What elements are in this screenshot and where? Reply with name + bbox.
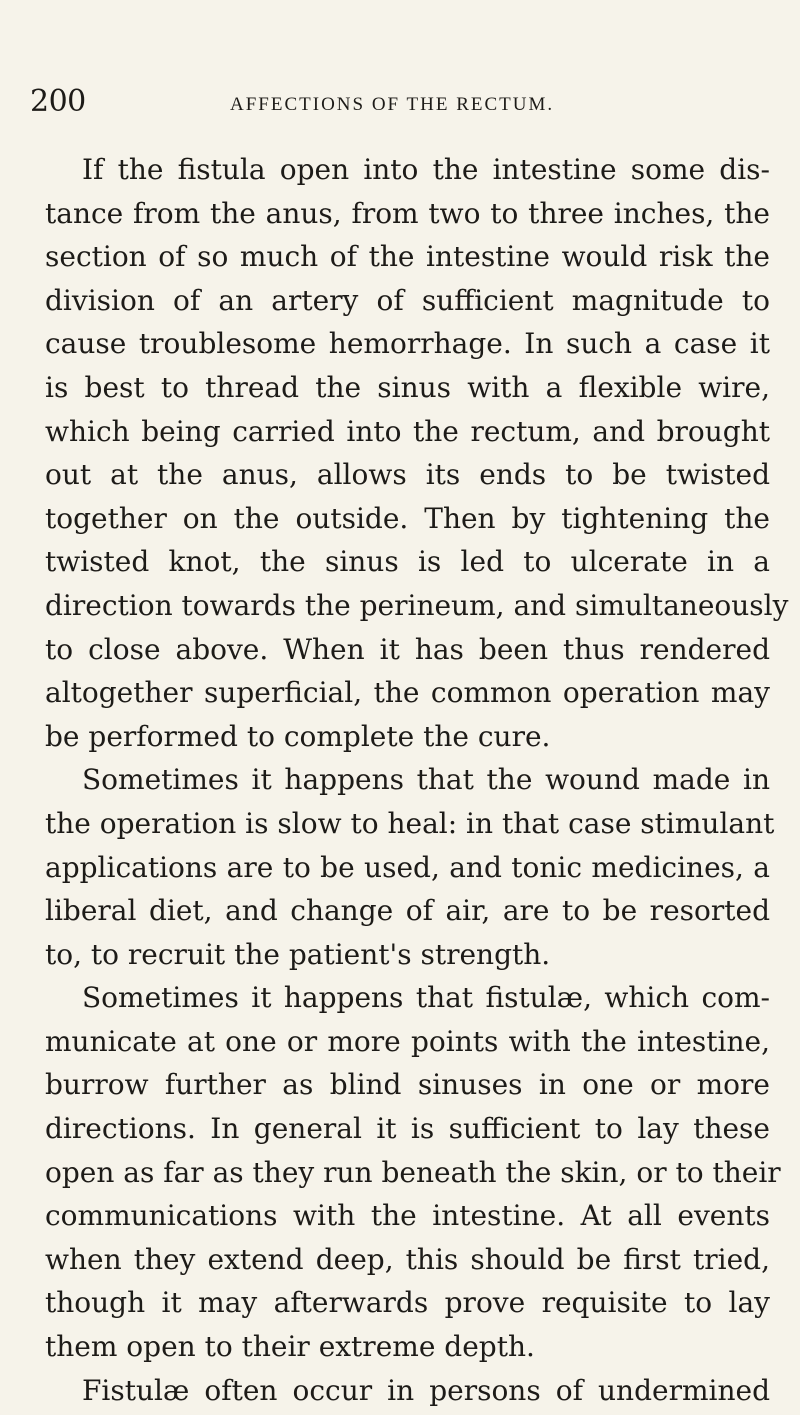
text-line: Sometimes it happens that fistulæ, which com-: [82, 981, 770, 1015]
text-line: communications with the intestine. At all events: [45, 1199, 770, 1233]
running-head: AFFECTIONS OF THE RECTUM.: [230, 94, 555, 115]
text-line: out at the anus, allows its ends to be twisted: [45, 458, 770, 492]
text-line: altogether superficial, the common operation may: [45, 676, 770, 710]
text-line: open as far as they run beneath the skin, or to their: [45, 1155, 781, 1189]
text-line: twisted knot, the sinus is led to ulcerate in a: [45, 545, 770, 579]
text-line: If the fistula open into the intestine some dis-: [82, 153, 770, 186]
text-line: is best to thread the sinus with a flexible wire,: [45, 370, 770, 404]
text-line: tance from the anus, from two to three inches, the: [45, 196, 770, 230]
text-line: together on the outside. Then by tightening the: [45, 501, 770, 535]
text-line: them open to their extreme depth.: [45, 1330, 535, 1364]
body-text: [45, 148, 789, 1412]
text-line: to close above. When it has been thus rendered: [45, 632, 770, 666]
text-line: burrow further as blind sinuses in one or more: [45, 1068, 770, 1102]
text-line: municate at one or more points with the intestine,: [45, 1024, 770, 1058]
text-line: though it may afterwards prove requisite to lay: [45, 1286, 770, 1320]
text-line: be performed to complete the cure.: [45, 719, 551, 753]
text-line: to, to recruit the patient's strength.: [45, 937, 551, 971]
text-line: applications are to be used, and tonic medicines, a: [45, 850, 770, 884]
page-number: 200: [30, 84, 86, 119]
text-line: section of so much of the intestine would risk the: [45, 240, 770, 274]
text-line: directions. In general it is sufficient to lay these: [45, 1112, 770, 1146]
text-line: direction towards the perineum, and simultaneously: [45, 588, 789, 622]
text-line: which being carried into the rectum, and brought: [45, 414, 770, 448]
text-line: liberal diet, and change of air, are to be resorted: [45, 894, 770, 928]
text-line: division of an artery of sufficient magnitude to: [45, 283, 770, 317]
text-line: cause troublesome hemorrhage. In such a case it: [45, 327, 770, 361]
text-line: Sometimes it happens that the wound made in: [82, 763, 770, 797]
text-line: the operation is slow to heal: in that case stimulant: [45, 806, 775, 840]
text-line: when they extend deep, this should be first tried,: [45, 1242, 770, 1276]
text-line: Fistulæ often occur in persons of undermined: [82, 1373, 770, 1407]
